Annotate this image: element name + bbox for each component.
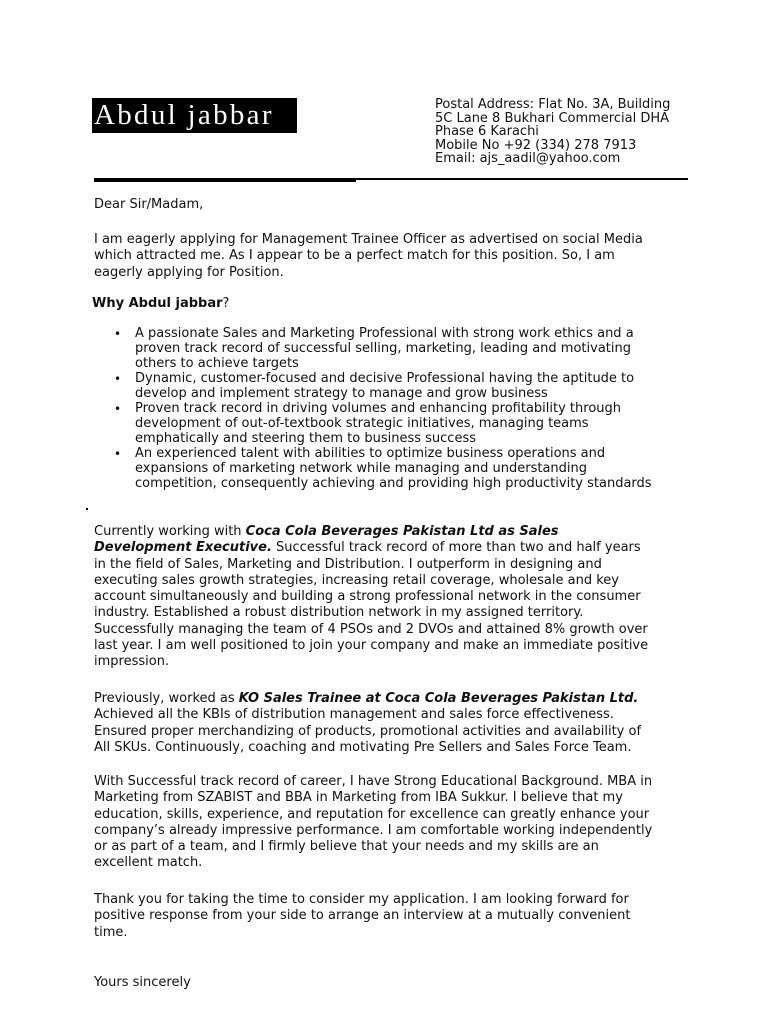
strengths-list bbox=[114, 327, 654, 492]
why-heading-text: Why Abdul jabbar bbox=[92, 296, 223, 311]
list-item-text: Dynamic, customer-focused and decisive Professional having the aptitude to develop and implement strategy to manage and grow business bbox=[135, 370, 635, 401]
bullet-icon: • bbox=[114, 371, 122, 386]
bullet-icon: • bbox=[114, 327, 122, 341]
intro-paragraph: I am eagerly applying for Management Trainee Officer as advertised on social Media which attracted me. As I appear to be a perfect match for this position. So, I am eagerly applying for Position. bbox=[94, 232, 643, 280]
address-line: Postal Address: Flat No. 3A, Building bbox=[435, 97, 671, 112]
previous-role-title: KO Sales Trainee at Coca Cola Beverages Pakistan Ltd. bbox=[238, 691, 639, 706]
current-role-paragraph bbox=[94, 524, 654, 671]
list-item bbox=[114, 372, 654, 402]
postal-address-block bbox=[435, 98, 670, 166]
email-address: Email: ajs_aadil@yahoo.com bbox=[435, 151, 621, 167]
paragraph-text: Successful track record of more than two and half years in the field of Sales, Marketing and Distribution. I outperform in designing and executing sales growth strategies, increasing retail coverage, wholesale and key account simultaneously and building a strong professional network in the consumer industry. Established a robust distribution network in my assigned territory. Successfully managing the team of 4 PSOs and 2 DVOs and attained 8% growth over last year. I am well positioned to join your company and make an immediate positive impression. bbox=[94, 540, 649, 670]
closing-line: Yours sincerely bbox=[94, 975, 191, 990]
list-item bbox=[114, 447, 654, 492]
address-line: Phase 6 Karachi bbox=[435, 124, 539, 140]
thanks-paragraph: Thank you for taking the time to consider my application. I am looking forward for positive response from your side to arrange an interview at a mutually convenient time. bbox=[94, 892, 631, 940]
education-paragraph: With Successful track record of career, I have Strong Educational Background. MBA in Marketing from SZABIST and BBA in Marketing from IBA Sukkur. I believe that my education, skills, experience, and reputation for excellence can greatly enhance your company’s already impressive performance. I am comfortable working independently or as part of a team, and I firmly believe that your needs and my skills are an excellent match. bbox=[94, 774, 653, 871]
mobile-number: Mobile No +92 (334) 278 7913 bbox=[435, 137, 637, 153]
why-heading-mark: ? bbox=[222, 296, 230, 311]
previous-role-paragraph bbox=[94, 691, 654, 756]
why-heading bbox=[92, 296, 229, 312]
list-item-text: A passionate Sales and Marketing Professional with strong work ethics and a proven track record of successful selling, marketing, leading and motivating others to achieve targets bbox=[135, 326, 634, 371]
paragraph-lead: Currently working with bbox=[94, 524, 246, 539]
stray-mark bbox=[86, 508, 88, 510]
header-divider-accent bbox=[94, 179, 356, 182]
current-role-title: Coca Cola Beverages Pakistan Ltd as Sales Development Executive. bbox=[94, 524, 559, 556]
bullet-icon: • bbox=[114, 401, 122, 416]
list-item bbox=[114, 402, 654, 447]
list-item-text: Proven track record in driving volumes and enhancing profitability through development of out-of-textbook strategic initiatives, managing teams emphatically and steering them to business success bbox=[135, 400, 622, 446]
bullet-icon: • bbox=[114, 446, 122, 461]
address-line: 5C Lane 8 Bukhari Commercial DHA bbox=[435, 110, 670, 126]
paragraph-lead: Previously, worked as bbox=[94, 691, 239, 706]
list-item bbox=[114, 327, 654, 372]
applicant-name: Abdul jabbar bbox=[92, 98, 297, 133]
salutation: Dear Sir/Madam, bbox=[94, 197, 204, 212]
paragraph-text: Achieved all the KBIs of distribution management and sales force effectiveness. Ensured proper merchandizing of products, promotional activities and availability of All SKUs. Continuously, coaching and motivating Pre Sellers and Sales Force Team. bbox=[94, 707, 642, 755]
list-item-text: An experienced talent with abilities to optimize business operations and expansions of marketing network while managing and understanding competition, consequently achieving and providing high productivity standards bbox=[135, 445, 652, 491]
